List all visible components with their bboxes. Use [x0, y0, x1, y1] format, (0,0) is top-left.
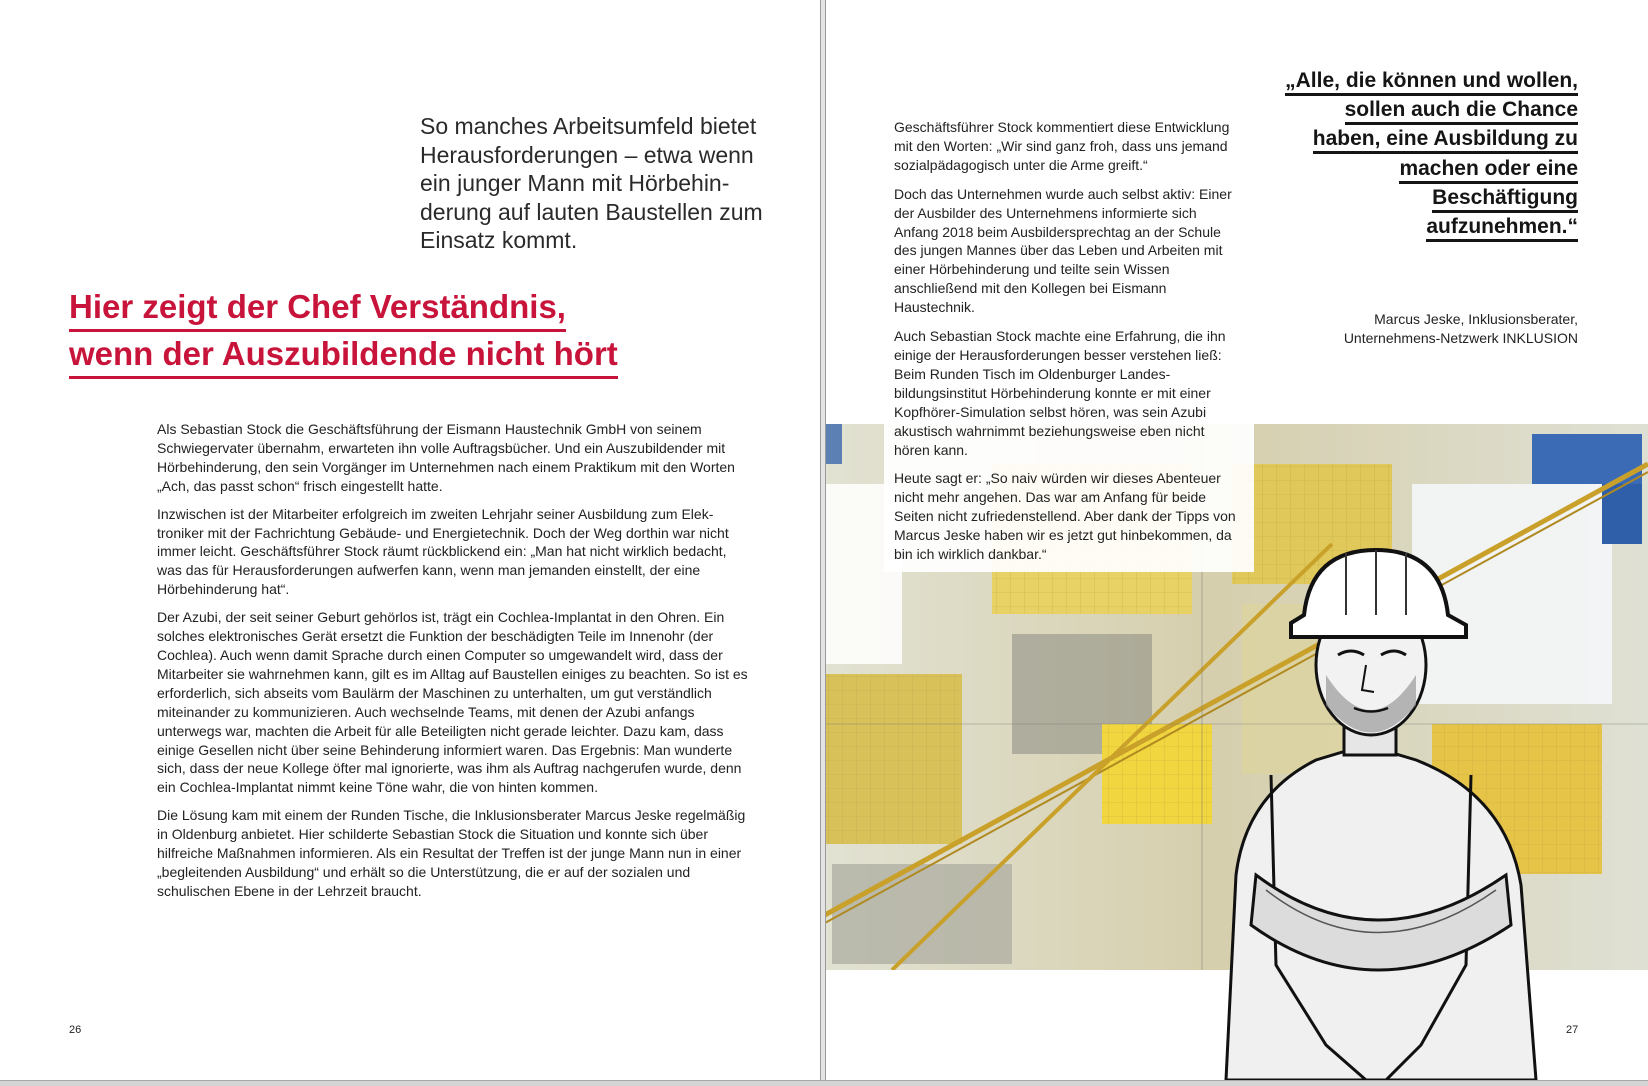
article-headline	[69, 283, 709, 377]
page-number-right: 27	[1566, 1024, 1579, 1036]
page-number-left: 26	[69, 1024, 82, 1036]
intro-text: So manches Arbeitsumfeld bietet Herausforderungen – etwa wenn ein junger Mann mit Hörbehinderung auf lauten Baustellen zum Einsatz kommt.	[420, 113, 763, 253]
paragraph: Doch das Unternehmen wurde auch selbst aktiv: Einer der Ausbilder des Unternehmens informierte sich Anfang 2018 beim Ausbildersprechtag an der Schule des jungen Mannes über das Leben und Arbeiten mit einer Hörbehinderung und teilte sein Wissen anschließend mit den Kollegen bei Eismann Haustechnik.	[894, 185, 1232, 316]
paragraph: Als Sebastian Stock die Geschäftsführung der Eismann Haustechnik GmbH von seinem Schwiegervater übernahm, erwarteten ihn volle Auftragsbücher. Und ein Auszubildender mit Hörbehinderung, den sein Vorgänger im Unternehmen nach einem Praktikum mit den Worten „Ach, das passt schon“ frisch eingestellt hatte.	[157, 421, 735, 494]
body-text-left	[157, 420, 753, 910]
worker-illustration	[1216, 545, 1546, 1080]
headline-line-2: wenn der Auszubildende nicht hört	[69, 335, 618, 379]
quote-attribution	[1258, 310, 1578, 348]
attribution-line-1: Marcus Jeske, Inklusionsberater,	[1374, 311, 1578, 327]
paragraph: Die Lösung kam mit einem der Runden Tische, die Inklusionsberater Marcus Jeske regelmäßig in Oldenburg anbietet. Hier schilderte Sebastian Stock die Situation und konnte sich über hilfreiche Maßnahmen informieren. Als ein Resultat der Treffen ist der junge Mann nun in einer „begleitenden Ausbildung“ und erhält so die Unterstützung, die er auf der sozialen und schulischen Ebene in der Lehrzeit braucht.	[157, 807, 746, 899]
paragraph: Inzwischen ist der Mitarbeiter erfolgreich im zweiten Lehrjahr seiner Ausbildung zum Elektroniker mit der Fachrichtung Gebäude- und Energietechnik. Doch der Weg dorthin war nicht immer leicht. Geschäftsführer Stock räumt rückblickend ein: „Man hat nicht wirklich bedacht, was das für Herausforderungen aufwerfen kann, wenn man jemanden einstellt, der eine Hörbehinderung hat“.	[157, 505, 729, 598]
paragraph: Der Azubi, der seit seiner Geburt gehörlos ist, trägt ein Cochlea-Implantat in den Ohren. Ein solches elektronisches Gerät ersetzt die Funktion der beschädigten Teile im Innenohr (der Cochlea). Auch wenn damit Sprache durch einen Computer so umgewandelt wird, dass der Mitarbeiter sie wahrnehmen kann, gilt es im Alltag auf Baustellen einiges zu beachten. So ist es erforderlich, sich abseits vom Baulärm der Maschinen zu unterhalten, um gut verständlich miteinander zu kommunizieren. Auch wechselnde Teams, mit denen der Azubi anfangs unterwegs war, machten die Arbeit für alle Beteiligten nicht gerade leichter. Dazu kam, dass einige Gesellen nicht über seine Behinderung informiert waren. Das Ergebnis: Man wunderte sich, dass der neue Kollege öfter mal ignorierte, was ihm als Auftrag nachgerufen wurde, denn ein Cochlea-Implantat nimmt keine Töne wahr, die von hinten kommen.	[157, 609, 748, 796]
paragraph: Auch Sebastian Stock machte eine Erfahrung, die ihn einige der Herausforderungen besser verstehen ließ: Beim Runden Tisch im Oldenburger Landesbildungsinstitut Hörbehinderung konnte er mit einer Kopfhörer-Simulation selbst hören, was sein Azubi akustisch wahrnimmt beziehungsweise eben nicht hören kann.	[894, 328, 1226, 458]
bottom-edge	[0, 1080, 1648, 1086]
pull-quote-text: „Alle, die können und wollen, sollen auch die Chance haben, eine Ausbildung zu machen oder eine Beschäftigung aufzunehmen.“	[1285, 69, 1578, 242]
attribution-line-2: Unternehmens-Netzwerk INKLUSION	[1343, 330, 1578, 346]
worker-sketch	[1216, 545, 1546, 1080]
right-page	[826, 0, 1648, 1080]
left-page	[0, 0, 820, 1080]
paragraph: Heute sagt er: „So naiv würden wir dieses Abenteuer nicht mehr angehen. Das war am Anfang für beide Seiten nicht zufriedenstellend. Aber dank der Tipps von Marcus Jeske haben wir es jetzt gut hinbekommen, da bin ich wirklich dankbar.“	[894, 470, 1236, 563]
headline-line-1: Hier zeigt der Chef Verständnis,	[69, 288, 566, 332]
body-text-right	[884, 112, 1254, 572]
paragraph: Geschäftsführer Stock kommentiert diese Entwicklung mit den Worten: „Wir sind ganz froh, dass uns jemand sozialpädagogisch unter die Arme greift.“	[894, 119, 1230, 173]
pull-quote	[1278, 66, 1578, 241]
